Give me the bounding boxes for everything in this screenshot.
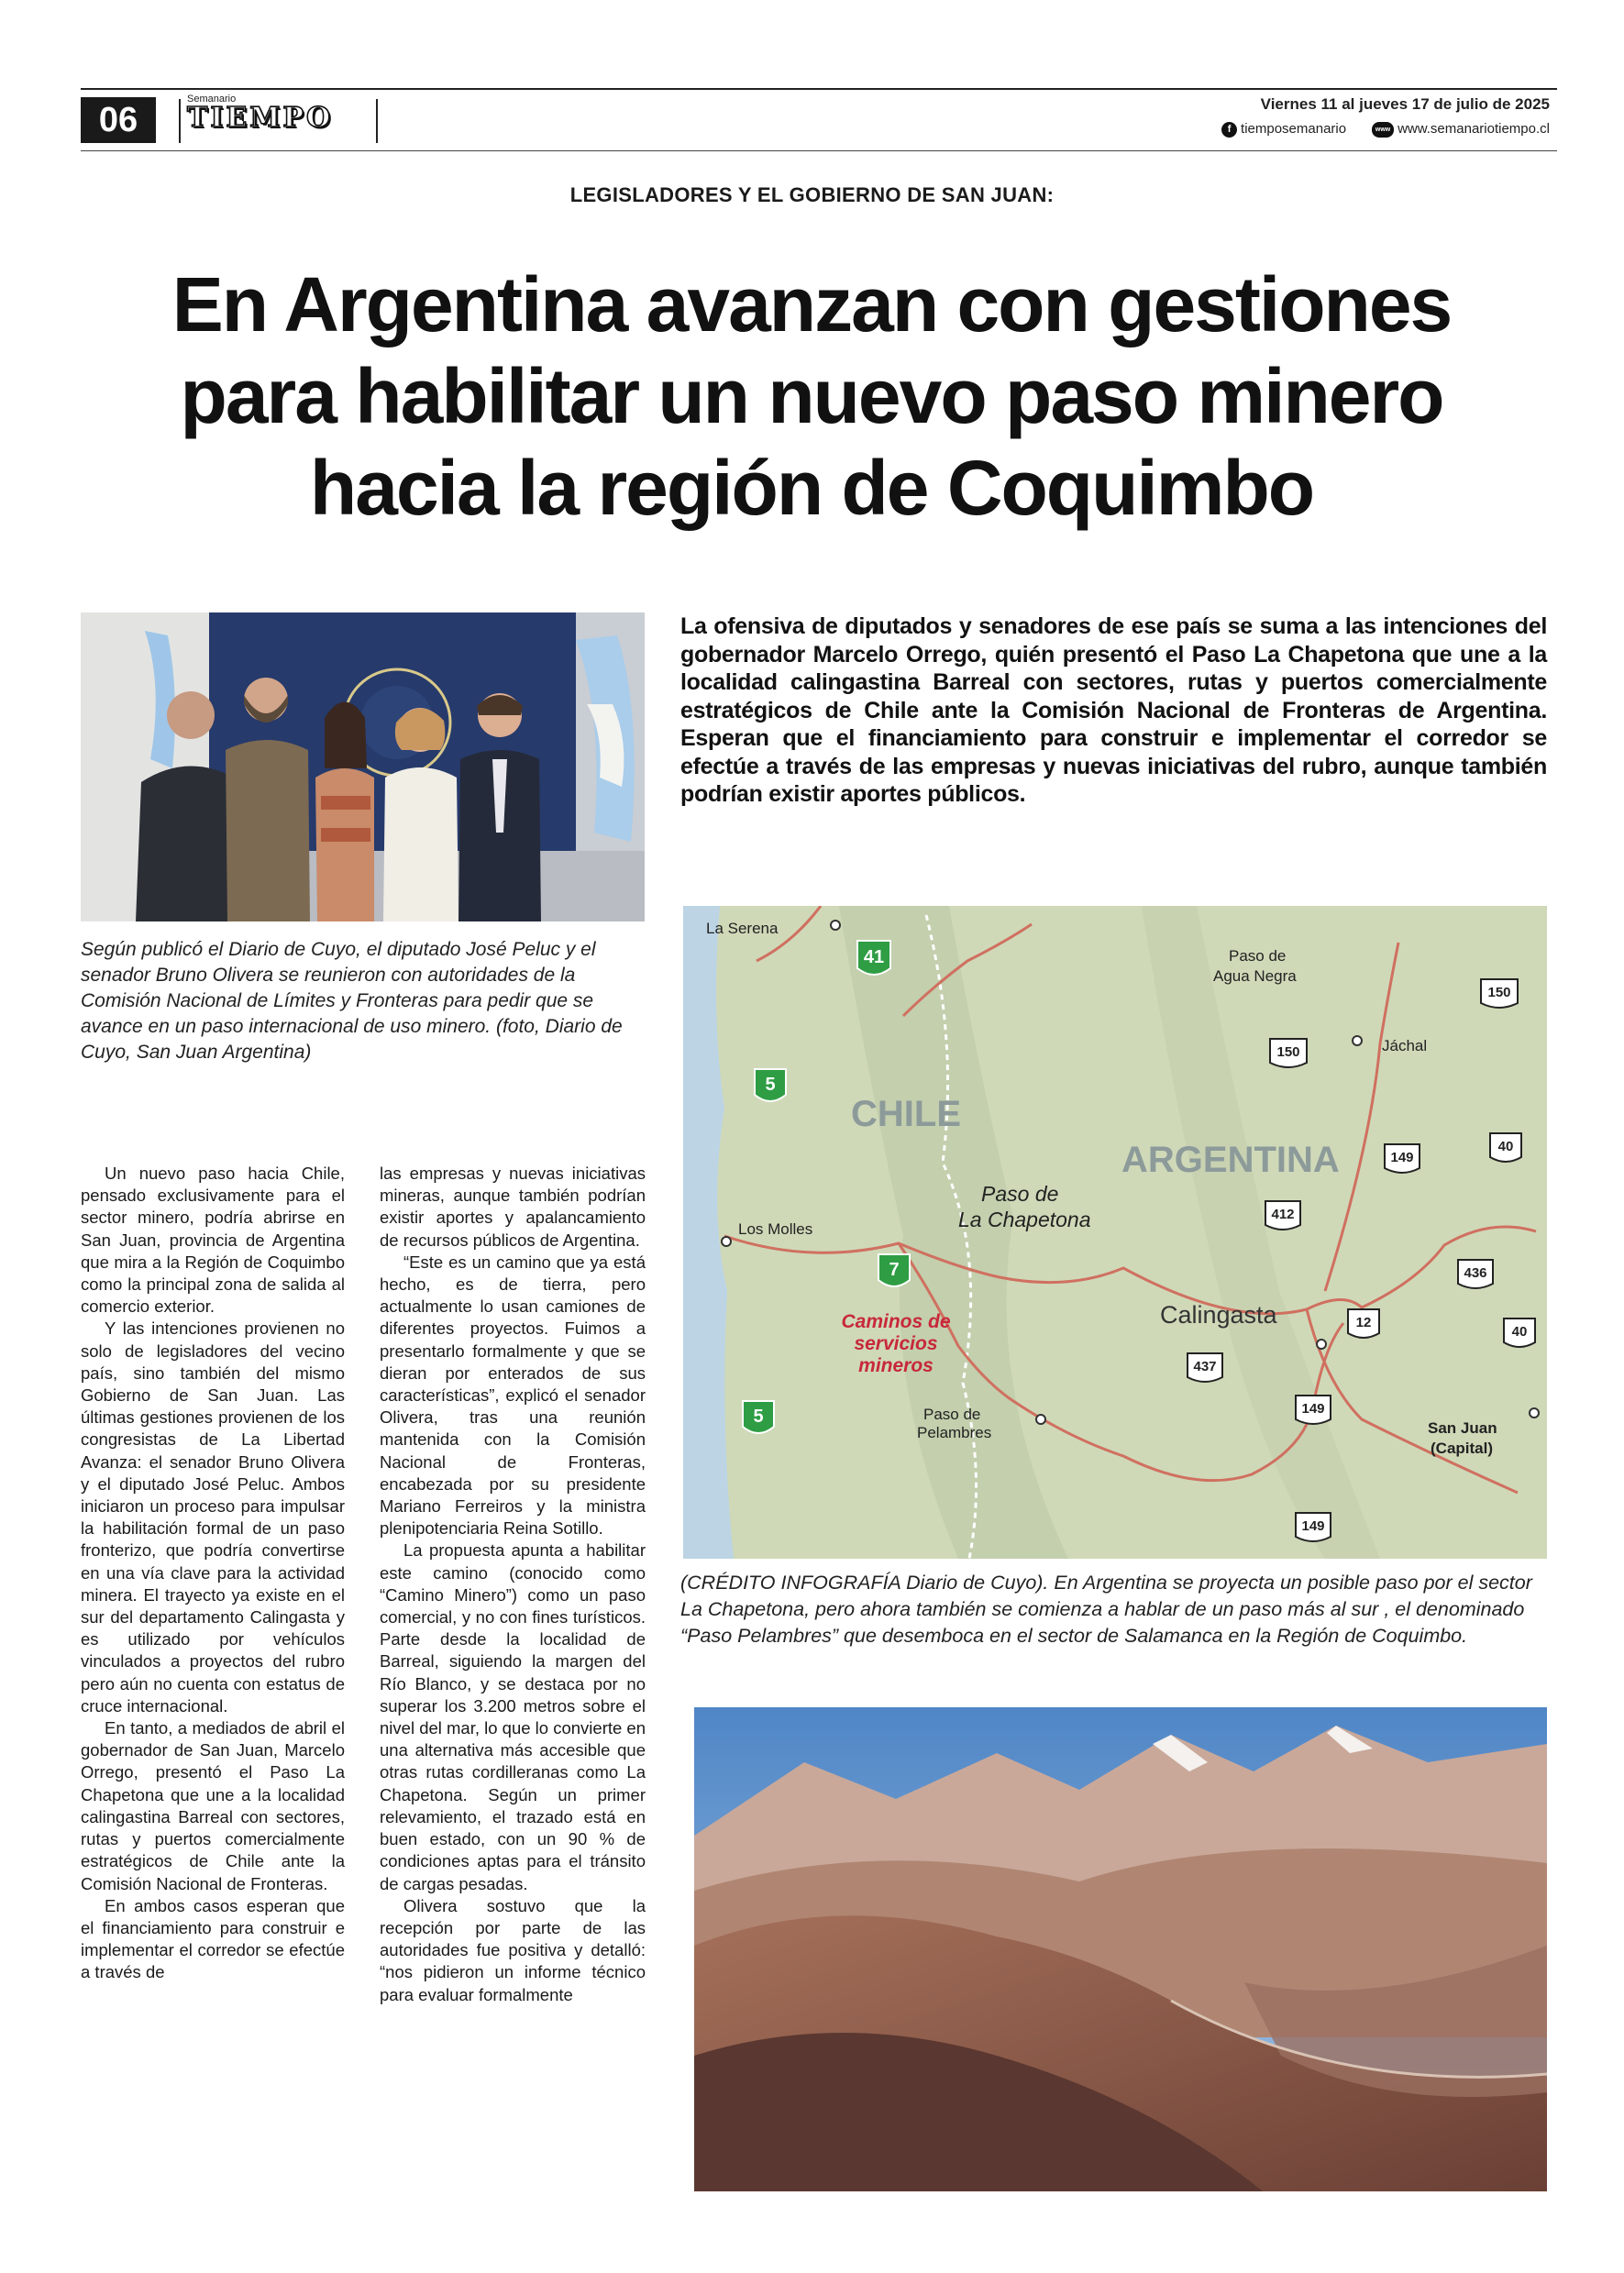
- article-kicker: LEGISLADORES Y EL GOBIERNO DE SAN JUAN:: [569, 183, 1055, 206]
- map-town: [831, 921, 840, 930]
- route-map-graphic: [683, 906, 1547, 1559]
- body-paragraph: Olivera sostuvo que la recepción por parte de las autoridades fue positiva y detalló: “nos pidieron un informe técnico para evaluar formalmente: [380, 1895, 646, 2004]
- top-rule: [81, 88, 1557, 90]
- map-country-label: CHILE: [851, 1094, 961, 1134]
- map-place-label: Jáchal: [1382, 1037, 1428, 1054]
- route-shield-5: [755, 1069, 786, 1101]
- map-town: [722, 1237, 731, 1246]
- svg-text:436: 436: [1464, 1265, 1487, 1281]
- map-place-label: San Juan: [1428, 1419, 1497, 1437]
- body-paragraph: En tanto, a mediados de abril el gobernador de San Juan, Marcelo Orrego, presentó el Paso La Chapetona que une a la localidad calingastina Barreal con sectores, rutas y puertos comercialmente estratégicos de Chile ante la Comisión Nacional de Fronteras.: [81, 1718, 345, 1893]
- route-shield-150: [1270, 1039, 1307, 1067]
- svg-text:149: 149: [1390, 1150, 1414, 1165]
- route-shield-12: [1348, 1309, 1379, 1338]
- map-town: [1530, 1408, 1539, 1418]
- svg-text:149: 149: [1301, 1401, 1325, 1417]
- article-body-column-1: [81, 1163, 345, 1984]
- article-body-column-2: [380, 1163, 646, 2006]
- body-paragraph: las empresas y nuevas iniciativas mineras, aunque también podrían existir aportes y apalancamiento de recursos públicos de Argentina.: [380, 1164, 646, 1250]
- svg-text:149: 149: [1301, 1518, 1325, 1534]
- body-paragraph: La propuesta apunta a habilitar este camino (conocido como “Camino Minero”) como un paso comercial, y no con fines turísticos. Parte desde la localidad de Barreal, siguiendo la margen del Río Blanco, y se destaca por no superar los 3.200 metros sobre el nivel del mar, lo que lo convierte en una alternativa más accesible que otras rutas cordilleranas como La Chapetona. Según un primer relevamiento, el trazado está en buen estado, con un 90 % de condiciones aptas para el tránsito de cargas pesadas.: [380, 1540, 646, 1893]
- map-route-label: Caminos de: [841, 1311, 951, 1332]
- issue-date: Viernes 11 al jueves 17 de julio de 2025: [1260, 95, 1550, 113]
- svg-text:41: 41: [863, 947, 885, 967]
- map-route-label: mineros: [858, 1355, 934, 1376]
- route-shield-150: [1481, 979, 1518, 1008]
- map-caption: (CRÉDITO INFOGRAFÍA Diario de Cuyo). En Argentina se proyecta un posible paso por el sector La Chapetona, pero ahora también se comienza a hablar de un paso más al sur , el denominado “Paso Pelambres” que desemboca en el sector de Salamanca en la Región de Coquimbo.: [680, 1572, 1532, 1647]
- svg-text:150: 150: [1487, 985, 1511, 1000]
- masthead-rule: [81, 150, 1557, 151]
- route-shield-149: [1385, 1144, 1420, 1173]
- route-shield-436: [1458, 1260, 1493, 1288]
- map-town: [1353, 1036, 1362, 1045]
- route-shield-437: [1188, 1353, 1222, 1382]
- logo-wordmark: TIEMPO: [187, 102, 334, 134]
- map-place-label: Calingasta: [1160, 1301, 1277, 1329]
- map-town: [1317, 1340, 1326, 1349]
- map-place-label: Los Molles: [738, 1220, 813, 1238]
- divider: [179, 99, 181, 143]
- website-link[interactable]: [1372, 121, 1550, 138]
- route-map: [683, 906, 1547, 1559]
- map-place-label: La Serena: [706, 920, 779, 937]
- contact-links: [1221, 121, 1550, 138]
- svg-text:40: 40: [1497, 1139, 1514, 1154]
- body-paragraph: “Este es un camino que ya está hecho, es de tierra, pero actualmente lo usan camiones de diferentes proyectos. Fuimos a presentarlo formalmente y que se dieran por enterados de sus características”, explicó el senador Olivera, tras una reunión mantenida con la Comisión Nacional de Fronteras, encabezada por su presidente Mariano Ferreiros y la ministra plenipotenciaria Reina Sotillo.: [380, 1252, 646, 1539]
- svg-text:150: 150: [1276, 1044, 1300, 1060]
- map-route-label: servicios: [854, 1333, 938, 1354]
- landscape-photo: [694, 1707, 1547, 2191]
- svg-text:437: 437: [1193, 1359, 1217, 1374]
- map-country-label: ARGENTINA: [1121, 1140, 1340, 1180]
- article-headline: En Argentina avanzan con gestiones para habilitar un nuevo paso minero hacia la región de Coquimbo: [171, 261, 1452, 531]
- facebook-link[interactable]: [1221, 121, 1346, 138]
- route-shield-7: [878, 1254, 910, 1286]
- svg-text:7: 7: [889, 1260, 900, 1280]
- map-place-label: Paso de: [981, 1182, 1059, 1206]
- svg-text:5: 5: [765, 1075, 776, 1095]
- map-town: [1036, 1415, 1045, 1424]
- map-place-label: Pelambres: [917, 1424, 992, 1441]
- photo-caption: Según publicó el Diario de Cuyo, el diputado José Peluc y el senador Bruno Olivera se reunieron con autoridades de la Comisión Nacional de Límites y Fronteras para pedir que se avance en un paso internacional de uso minero. (foto, Diario de Cuyo, San Juan Argentina): [81, 939, 623, 1063]
- facebook-icon: f: [1221, 122, 1237, 138]
- page-number: 06: [81, 97, 156, 143]
- facebook-handle: tiemposemanario: [1241, 121, 1347, 137]
- map-place-label: Paso de: [1229, 947, 1287, 965]
- map-place-label: Agua Negra: [1213, 967, 1297, 985]
- map-land: [683, 906, 1547, 1559]
- map-place-label: La Chapetona: [958, 1208, 1091, 1231]
- meeting-photo-illustration: [81, 612, 645, 921]
- route-shield-40: [1504, 1319, 1535, 1347]
- divider: [376, 99, 378, 143]
- svg-text:12: 12: [1355, 1315, 1372, 1330]
- website-url: www.semanariotiempo.cl: [1398, 121, 1550, 137]
- logo-supertitle: Semanario: [187, 94, 237, 105]
- meeting-photo: [81, 612, 645, 921]
- map-place-label: (Capital): [1431, 1440, 1493, 1457]
- svg-text:5: 5: [753, 1407, 764, 1427]
- body-paragraph: Y las intenciones provienen no solo de legisladores del vecino país, sino también del mismo Gobierno de San Juan. Las últimas gestiones provienen de los congresistas de La Libertad Avanza: el senador Bruno Olivera y el diputado José Peluc. Ambos iniciaron un proceso para impulsar la habilitación formal de un paso fronterizo, que podría convertirse en una vía clave para la actividad minera. El trayecto ya existe en el sur del departamento Calingasta y es utilizado por vehículos vinculados a proyectos del rubro pero aún no cuenta con estatus de cruce internacional.: [81, 1319, 345, 1716]
- route-shield-149: [1296, 1396, 1331, 1424]
- route-shield-412: [1265, 1201, 1300, 1230]
- route-shield-5-south: [743, 1401, 774, 1433]
- newspaper-logo: [187, 94, 389, 145]
- route-shield-40: [1490, 1133, 1521, 1162]
- body-paragraph: En ambos casos esperan que el financiamiento para construir e implementar el corredor se efectúe a través de: [81, 1895, 345, 1982]
- route-shield-41: [857, 941, 890, 975]
- article-lede: La ofensiva de diputados y senadores de ese país se suma a las intenciones del gobernador Marcelo Orrego, quién presentó el Paso La Chapetona que une a la localidad calingastina Barreal con sectores, rutas y puertos comercialmente estratégicos de Chile ante la Comisión Nacional de Fronteras de Argentina. Esperan que el financiamiento para construir e implementar el corredor se efectúe a través de las empresas y nuevas iniciativas del rubro, aunque también podrían existir aportes públicos.: [680, 613, 1547, 807]
- globe-icon: www: [1372, 122, 1394, 138]
- svg-text:412: 412: [1271, 1207, 1295, 1222]
- body-paragraph: Un nuevo paso hacia Chile, pensado exclusivamente para el sector minero, podría abrirse en San Juan, provincia de Argentina que mira a la Región de Coquimbo como la principal zona de salida al comercio exterior.: [81, 1164, 345, 1317]
- svg-text:40: 40: [1511, 1324, 1528, 1340]
- landscape-photo-illustration: [694, 1707, 1547, 2191]
- map-place-label: Paso de: [923, 1406, 981, 1423]
- route-shield-149: [1296, 1513, 1331, 1541]
